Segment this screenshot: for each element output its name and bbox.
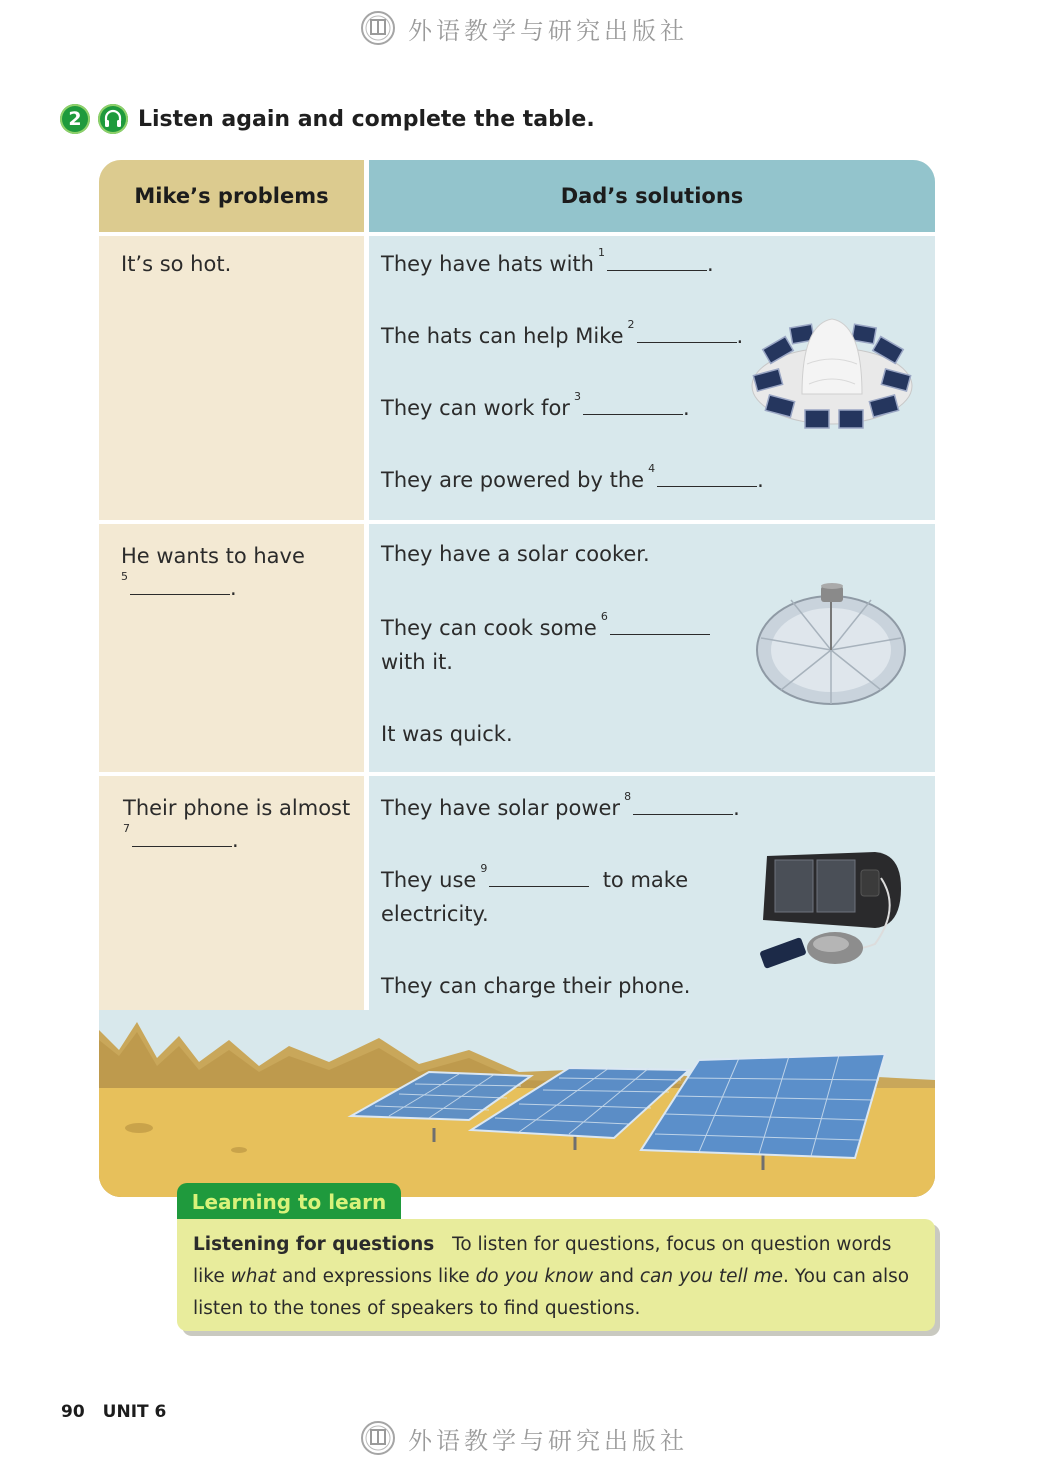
- solution-1-4: They are powered by the $^4$ .: [381, 462, 764, 492]
- solution-2-3: It was quick.: [381, 722, 513, 746]
- publisher-watermark-top: [0, 10, 1048, 50]
- solution-2-1: They have a solar cooker.: [381, 542, 650, 566]
- task-number-badge: 2: [60, 104, 90, 134]
- row-divider: [99, 772, 935, 776]
- solution-2-2-continuation: with it.: [381, 650, 453, 674]
- publisher-watermark-bottom: [0, 1420, 1048, 1460]
- answer-blank-9[interactable]: [489, 866, 589, 887]
- answer-blank-4[interactable]: [657, 466, 757, 487]
- problem-1: It’s so hot.: [121, 252, 232, 276]
- learning-tip-text: Listening for questions To listen for questions, focus on question words like what and expressions like do you know and can you tell me. You can also listen to the tones of speakers to find questions.: [193, 1234, 910, 1319]
- solution-1-1: They have hats with $^1$ .: [381, 246, 714, 276]
- solution-1-3: They can work for $^3$ .: [381, 390, 690, 420]
- blank-number: 7: [123, 822, 130, 835]
- task-instruction: Listen again and complete the table.: [138, 106, 595, 132]
- publisher-name: 外语教学与研究出版社: [408, 1426, 688, 1455]
- answer-blank-3[interactable]: [583, 394, 683, 415]
- solution-1-2: The hats can help Mike $^2$ .: [381, 318, 744, 348]
- blank-number: 9: [480, 862, 488, 875]
- problem-2: He wants to have: [121, 544, 305, 568]
- solar-charger-image: [755, 848, 905, 976]
- answer-blank-6[interactable]: [610, 614, 710, 635]
- answer-blank-2[interactable]: [637, 322, 737, 343]
- blank-number: 2: [627, 318, 635, 331]
- solution-3-1: They have solar power $^8$ .: [381, 790, 740, 820]
- learning-to-learn-box: [177, 1219, 935, 1331]
- blank-number: 5: [121, 570, 128, 583]
- row-divider: [99, 520, 935, 524]
- answer-blank-7[interactable]: [132, 826, 232, 847]
- publisher-logo-icon: [360, 1420, 396, 1456]
- tip-title: Listening for questions: [193, 1234, 435, 1255]
- blank-number: 3: [573, 390, 581, 403]
- problems-solutions-table: [99, 160, 935, 1197]
- row-divider: [99, 232, 935, 236]
- problem-3: Their phone is almost: [123, 796, 351, 820]
- learning-to-learn-tab: Learning to learn: [177, 1183, 401, 1221]
- solution-3-3: They can charge their phone.: [381, 974, 691, 998]
- answer-blank-8[interactable]: [633, 794, 733, 815]
- problem-2-blank: $^5$ .: [121, 570, 237, 600]
- solution-3-2: They use $^9$ to make: [381, 862, 689, 892]
- blank-number: 4: [648, 462, 656, 475]
- solution-2-2: They can cook some $^6$: [381, 614, 710, 640]
- page-number: 90: [61, 1402, 85, 1422]
- solar-hat-image: [747, 314, 917, 436]
- publisher-logo-icon: [360, 10, 396, 46]
- task-header: [60, 104, 595, 134]
- answer-blank-1[interactable]: [607, 250, 707, 271]
- desert-solar-panels-illustration: [99, 1010, 935, 1197]
- header-mikes-problems: Mike’s problems: [99, 160, 364, 232]
- header-dads-solutions: Dad’s solutions: [369, 160, 935, 232]
- page-footer: [61, 1402, 166, 1422]
- publisher-name: 外语教学与研究出版社: [408, 16, 688, 45]
- solar-cooker-image: [751, 578, 911, 710]
- blank-number: 8: [624, 790, 632, 803]
- unit-label: UNIT 6: [102, 1402, 167, 1422]
- answer-blank-5[interactable]: [130, 574, 230, 595]
- solution-3-2-continuation: electricity.: [381, 902, 489, 926]
- blank-number: 6: [600, 610, 608, 623]
- headphones-icon[interactable]: [98, 104, 128, 134]
- problem-3-blank: $^7$ .: [123, 822, 239, 852]
- blank-number: 1: [597, 246, 605, 259]
